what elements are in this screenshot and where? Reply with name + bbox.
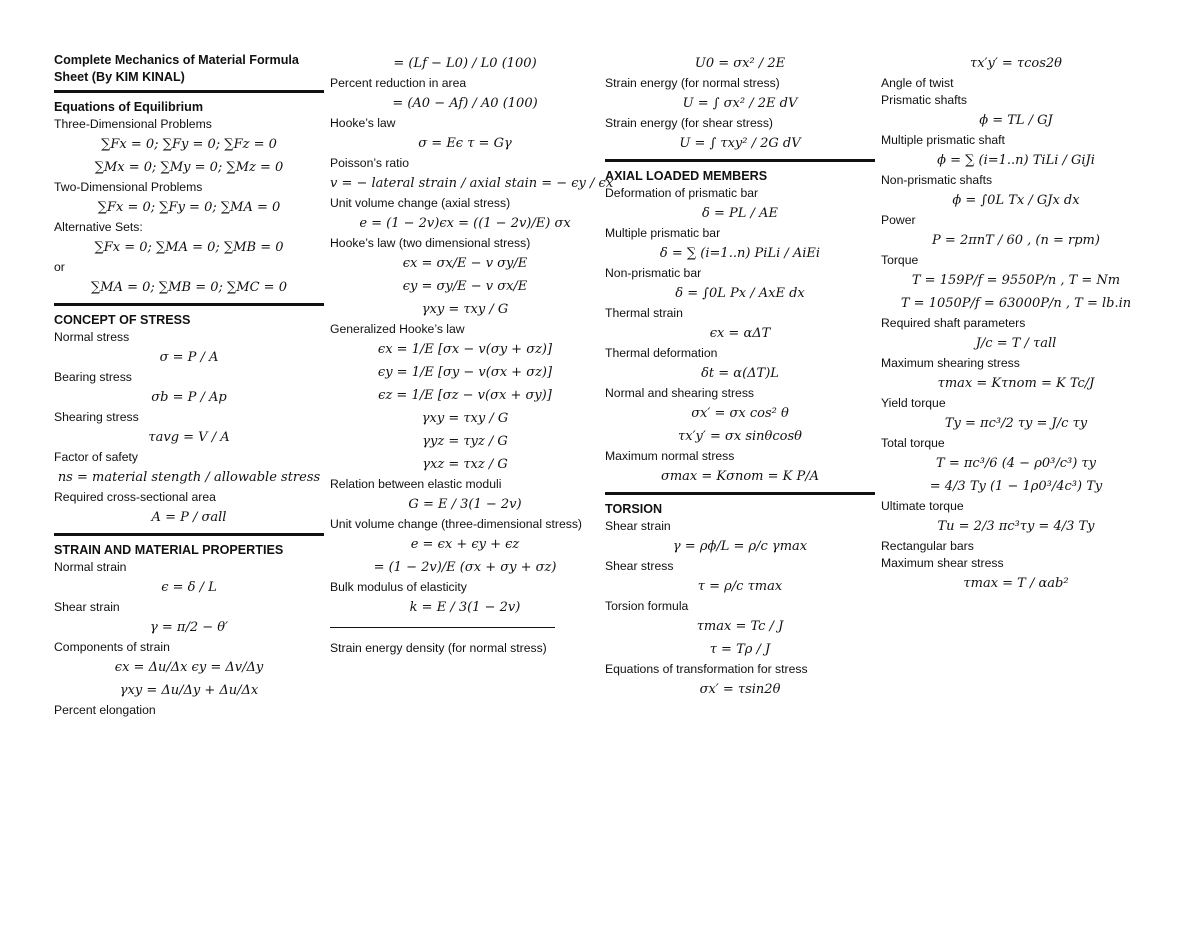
formula: P = 2πnT / 60 , (n = rpm)	[932, 233, 1100, 248]
formula: ∑Mx = 0; ∑My = 0; ∑Mz = 0	[94, 160, 284, 175]
section-heading: STRAIN AND MATERIAL PROPERTIES	[54, 543, 284, 557]
formula: U = ∫ τxy² / 2G dV	[679, 136, 801, 151]
formula-label: Maximum normal stress	[605, 449, 735, 463]
formula: ϕ = TL / GJ	[979, 113, 1053, 128]
formula-label: Three-Dimensional Problems	[54, 117, 212, 131]
section-divider	[54, 533, 324, 536]
formula-label: Alternative Sets:	[54, 220, 143, 234]
formula: τmax = Kτnom = K Tc/J	[937, 376, 1095, 391]
section-heading: CONCEPT OF STRESS	[54, 313, 191, 327]
formula-label: Ultimate torque	[881, 499, 964, 513]
formula-label: Hooke’s law (two dimensional stress)	[330, 236, 531, 250]
formula: τ = Tρ / J	[709, 642, 771, 657]
formula-label: Shear strain	[54, 600, 120, 614]
formula-label: Strain energy (for normal stress)	[605, 76, 780, 90]
section-heading: Equations of Equilibrium	[54, 100, 204, 114]
formula-label: Bulk modulus of elasticity	[330, 580, 467, 594]
formula: ϵx = αΔT	[709, 326, 771, 341]
formula: τx′y′ = σx sinθcosθ	[678, 429, 802, 444]
formula-label: Thermal deformation	[605, 346, 718, 360]
formula-label: Percent reduction in area	[330, 76, 467, 90]
formula: ϵ = δ / L	[161, 580, 217, 595]
formula: σx′ = τsin2θ	[699, 682, 781, 697]
formula-label: Yield torque	[881, 396, 946, 410]
formula: = 4/3 Ty (1 − 1ρ0³/4c³) Ty	[929, 479, 1103, 494]
formula: σ = P / A	[159, 350, 219, 365]
formula-label: Non-prismatic shafts	[881, 173, 993, 187]
formula: e = ϵx + ϵy + ϵz	[410, 537, 520, 552]
section-divider	[605, 492, 875, 495]
formula-label: Factor of safety	[54, 450, 138, 464]
column-3	[605, 52, 875, 701]
column-1-content	[54, 99, 324, 719]
formula-label: Unit volume change (three-dimensional stress)	[330, 517, 582, 531]
formula-label: Thermal strain	[605, 306, 683, 320]
formula-label: Bearing stress	[54, 370, 132, 384]
formula: γ = π/2 − θ′	[149, 620, 229, 635]
formula: τmax = Tc / J	[696, 619, 784, 634]
formula-label: Normal and shearing stress	[605, 386, 755, 400]
formula-label: Strain energy (for shear stress)	[605, 116, 773, 130]
formula: A = P / σall	[151, 510, 227, 525]
section-divider	[605, 159, 875, 162]
section-heading: AXIAL LOADED MEMBERS	[605, 169, 768, 183]
formula: σx′ = σx cos² θ	[691, 406, 789, 421]
formula: ϵx = Δu/Δx ϵy = Δv/Δy	[114, 660, 264, 675]
formula-label: Prismatic shafts	[881, 93, 968, 107]
formula-label: Torque	[881, 253, 919, 267]
formula-label: Angle of twist	[881, 76, 954, 90]
formula-label: Required shaft parameters	[881, 316, 1026, 330]
formula: U0 = σx² / 2E	[694, 56, 786, 71]
section-heading: TORSION	[605, 502, 663, 516]
formula: δ = ∫0L Px / AxE dx	[675, 286, 805, 301]
formula: γxy = Δu/Δy + Δu/Δx	[119, 683, 259, 698]
sheet-title: Complete Mechanics of Material Formula Sheet (By KIM KINAL)	[54, 53, 299, 84]
formula-label: Maximum shearing stress	[881, 356, 1020, 370]
formula: ϵz = 1/E [σz − v(σx + σy)]	[378, 388, 552, 403]
formula: ϵx = 1/E [σx − v(σy + σz)]	[377, 342, 553, 357]
formula-label: Rectangular bars	[881, 539, 974, 553]
formula-label: Equations of transformation for stress	[605, 662, 808, 676]
formula: ϵx = σx/E − v σy/E	[402, 256, 528, 271]
formula-label: Required cross-sectional area	[54, 490, 216, 504]
formula: ϕ = ∑ (i=1..n) TiLi / GiJi	[937, 153, 1095, 168]
formula: ∑Fx = 0; ∑MA = 0; ∑MB = 0	[94, 240, 284, 255]
formula-label: Shear strain	[605, 519, 671, 533]
formula-label: Poisson’s ratio	[330, 156, 410, 170]
formula-label: Total torque	[881, 436, 945, 450]
formula: T = 1050P/f = 63000P/n , T = lb.in	[900, 296, 1132, 311]
formula: v = − lateral strain / axial stain = − ϵy / ϵx	[330, 176, 614, 191]
formula-label: Shear stress	[605, 559, 674, 573]
formula: τx′y′ = τcos2θ	[970, 56, 1062, 71]
footnote-divider	[330, 627, 555, 628]
formula: U = ∫ σx² / 2E dV	[682, 96, 798, 111]
formula: G = E / 3(1 − 2v)	[408, 497, 522, 512]
formula-label: Deformation of prismatic bar	[605, 186, 759, 200]
formula: σ = Eϵ τ = Gγ	[418, 136, 512, 151]
formula: = (A0 − Af) / A0 (100)	[392, 96, 538, 111]
column-4	[881, 52, 1151, 595]
formula-label: Multiple prismatic shaft	[881, 133, 1005, 147]
formula-label: Non-prismatic bar	[605, 266, 702, 280]
formula: γ = ρϕ/L = ρ/c γmax	[672, 539, 808, 554]
formula: γxz = τxz / G	[422, 457, 508, 472]
formula: ∑Fx = 0; ∑Fy = 0; ∑Fz = 0	[101, 137, 277, 152]
formula: δt = α(ΔT)L	[701, 366, 779, 381]
formula: ∑Fx = 0; ∑Fy = 0; ∑MA = 0	[97, 200, 281, 215]
formula-label: Normal stress	[54, 330, 130, 344]
formula: σb = P / Ap	[151, 390, 227, 405]
divider	[54, 90, 324, 93]
formula: Tu = 2/3 πc³τy = 4/3 Ty	[937, 519, 1095, 534]
formula-label: Normal strain	[54, 560, 127, 574]
column-1	[54, 52, 324, 719]
formula-label: Hooke’s law	[330, 116, 396, 130]
formula: γxy = τxy / G	[421, 411, 509, 426]
formula: = (1 − 2v)/E (σx + σy + σz)	[373, 560, 557, 575]
formula: T = πc³/6 (4 − ρ0³/c³) τy	[936, 456, 1096, 471]
formula: k = E / 3(1 − 2v)	[409, 600, 521, 615]
formula: = (Lf − L0) / L0 (100)	[393, 56, 537, 71]
formula: γyz = τyz / G	[422, 434, 508, 449]
formula: σmax = Kσnom = K P/A	[660, 469, 820, 484]
formula: ϵy = 1/E [σy − v(σx + σz)]	[377, 365, 553, 380]
formula: τmax = T / αab²	[963, 576, 1069, 591]
formula-label: Maximum shear stress	[881, 556, 1004, 570]
formula-label: Multiple prismatic bar	[605, 226, 721, 240]
column-2	[330, 52, 614, 657]
formula-label: Strain energy density (for normal stress)	[330, 641, 547, 655]
formula-label: or	[54, 260, 65, 274]
formula: δ = PL / AE	[702, 206, 778, 221]
formula-label: Torsion formula	[605, 599, 689, 613]
formula-label: Power	[881, 213, 916, 227]
formula-label: Generalized Hooke’s law	[330, 322, 465, 336]
formula: ∑MA = 0; ∑MB = 0; ∑MC = 0	[91, 280, 287, 295]
formula: Ty = πc³/2 τy = J/c τy	[944, 416, 1088, 431]
section-divider	[54, 303, 324, 306]
formula: τ = ρ/c τmax	[697, 579, 783, 594]
formula: δ = ∑ (i=1..n) PiLi / AiEi	[659, 246, 821, 261]
formula-label: Percent elongation	[54, 703, 156, 717]
formula: ns = material stength / allowable stress	[57, 470, 321, 485]
formula-label: Relation between elastic moduli	[330, 477, 502, 491]
formula: ϵy = σy/E − v σx/E	[402, 279, 528, 294]
formula-label: Two-Dimensional Problems	[54, 180, 203, 194]
formula: ϕ = ∫0L Tx / GJx dx	[952, 193, 1080, 208]
formula: J/c = T / τall	[975, 336, 1057, 351]
formula: γxy = τxy / G	[421, 302, 509, 317]
formula-label: Components of strain	[54, 640, 170, 654]
formula: T = 159P/f = 9550P/n , T = Nm	[911, 273, 1121, 288]
formula: τavg = V / A	[148, 430, 230, 445]
formula-label: Shearing stress	[54, 410, 139, 424]
formula: e = (1 − 2v)ϵx = ((1 − 2v)/E) σx	[359, 216, 571, 231]
formula-label: Unit volume change (axial stress)	[330, 196, 511, 210]
